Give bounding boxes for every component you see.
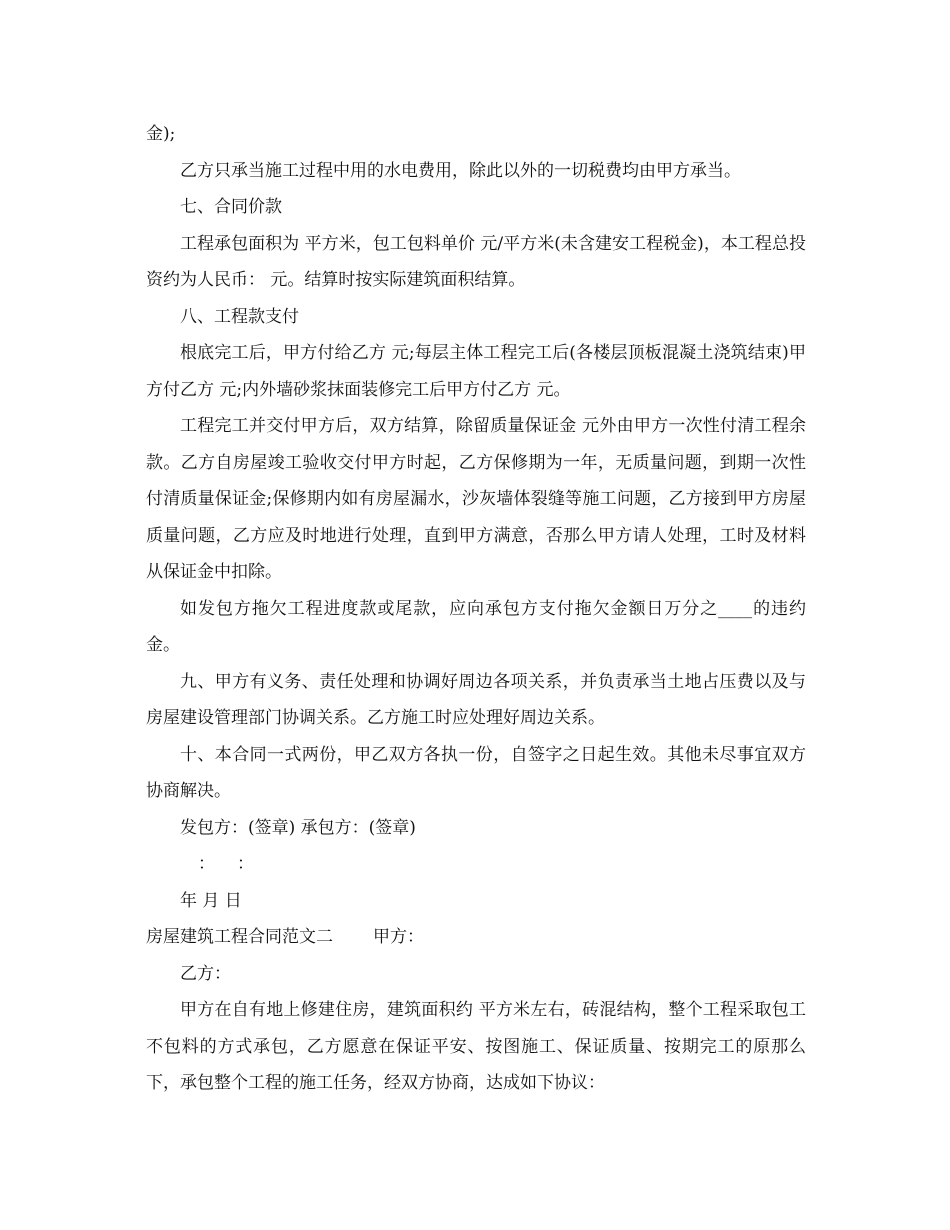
colon-right: ： [237, 854, 254, 874]
signature-colons [146, 846, 806, 883]
paragraph-agreement-intro: 甲方在自有地上修建住房，建筑面积约 平方米左右，砖混结构，整个工程采取包工不包料的方式承包，乙方愿意在保证平安、按图施工、保证质量、按期完工的原那么下，承包整个工程的施工任务，经双方协商，达成如下协议： [146, 1000, 806, 1093]
paragraph-contract-price: 工程承包面积为 平方米，包工包料单价 元/平方米(未含建安工程税金)，本工程总投资约为人民币： 元。结算时按实际建筑面积结算。 [146, 233, 806, 290]
paragraph-utilities-fees: 乙方只承当施工过程中用的水电费用，除此以外的一切税费均由甲方承当。 [180, 160, 741, 181]
contract-title-line [146, 919, 806, 956]
contract-title: 房屋建筑工程合同范文二 [146, 927, 333, 947]
paragraph-settlement-warranty: 工程完工并交付甲方后，双方结算，除留质量保证金 元外由甲方一次性付清工程余款。乙方自房屋竣工验收交付甲方时起，乙方保修期为一年，无质量问题，到期一次性付清质量保证金;保修期内如有房屋漏水，沙灰墙体裂缝等施工问题，乙方接到甲方房屋质量问题，乙方应及时地进行处理，直到甲方满意，否那么甲方请人处理，工时及材料从保证金中扣除。 [146, 416, 806, 582]
paragraph-late-payment: 如发包方拖欠工程进度款或尾款，应向承包方支付拖欠金额日万分之____的违约金。 [146, 598, 806, 655]
paragraph-party-a-obligations: 九、甲方有义务、责任处理和协调好周边各项关系，并负责承当土地占压费以及与房屋建设管理部门协调关系。乙方施工时应处理好周边关系。 [146, 671, 806, 728]
paragraph-continuation: 金); [146, 124, 176, 144]
document-body [146, 116, 806, 1102]
signature-line: 发包方：(签章) 承包方：(签章) [180, 817, 416, 838]
paragraph-payment-schedule: 根底完工后，甲方付给乙方 元;每层主体工程完工后(各楼层顶板混凝土浇筑结束)甲方付乙方 元;内外墙砂浆抹面装修完工后甲方付乙方 元。 [146, 343, 806, 400]
party-a-label: 甲方： [373, 927, 424, 947]
colon-left: ： [198, 854, 215, 874]
paragraph-effectiveness: 十、本合同一式两份，甲乙双方各执一份，自签字之日起生效。其他未尽事宜双方协商解决。 [146, 744, 806, 801]
section-heading-contract-price: 七、合同价款 [180, 197, 282, 217]
party-b-label: 乙方： [180, 963, 231, 984]
section-heading-payment: 八、工程款支付 [180, 306, 299, 327]
date-line: 年 月 日 [180, 890, 242, 911]
